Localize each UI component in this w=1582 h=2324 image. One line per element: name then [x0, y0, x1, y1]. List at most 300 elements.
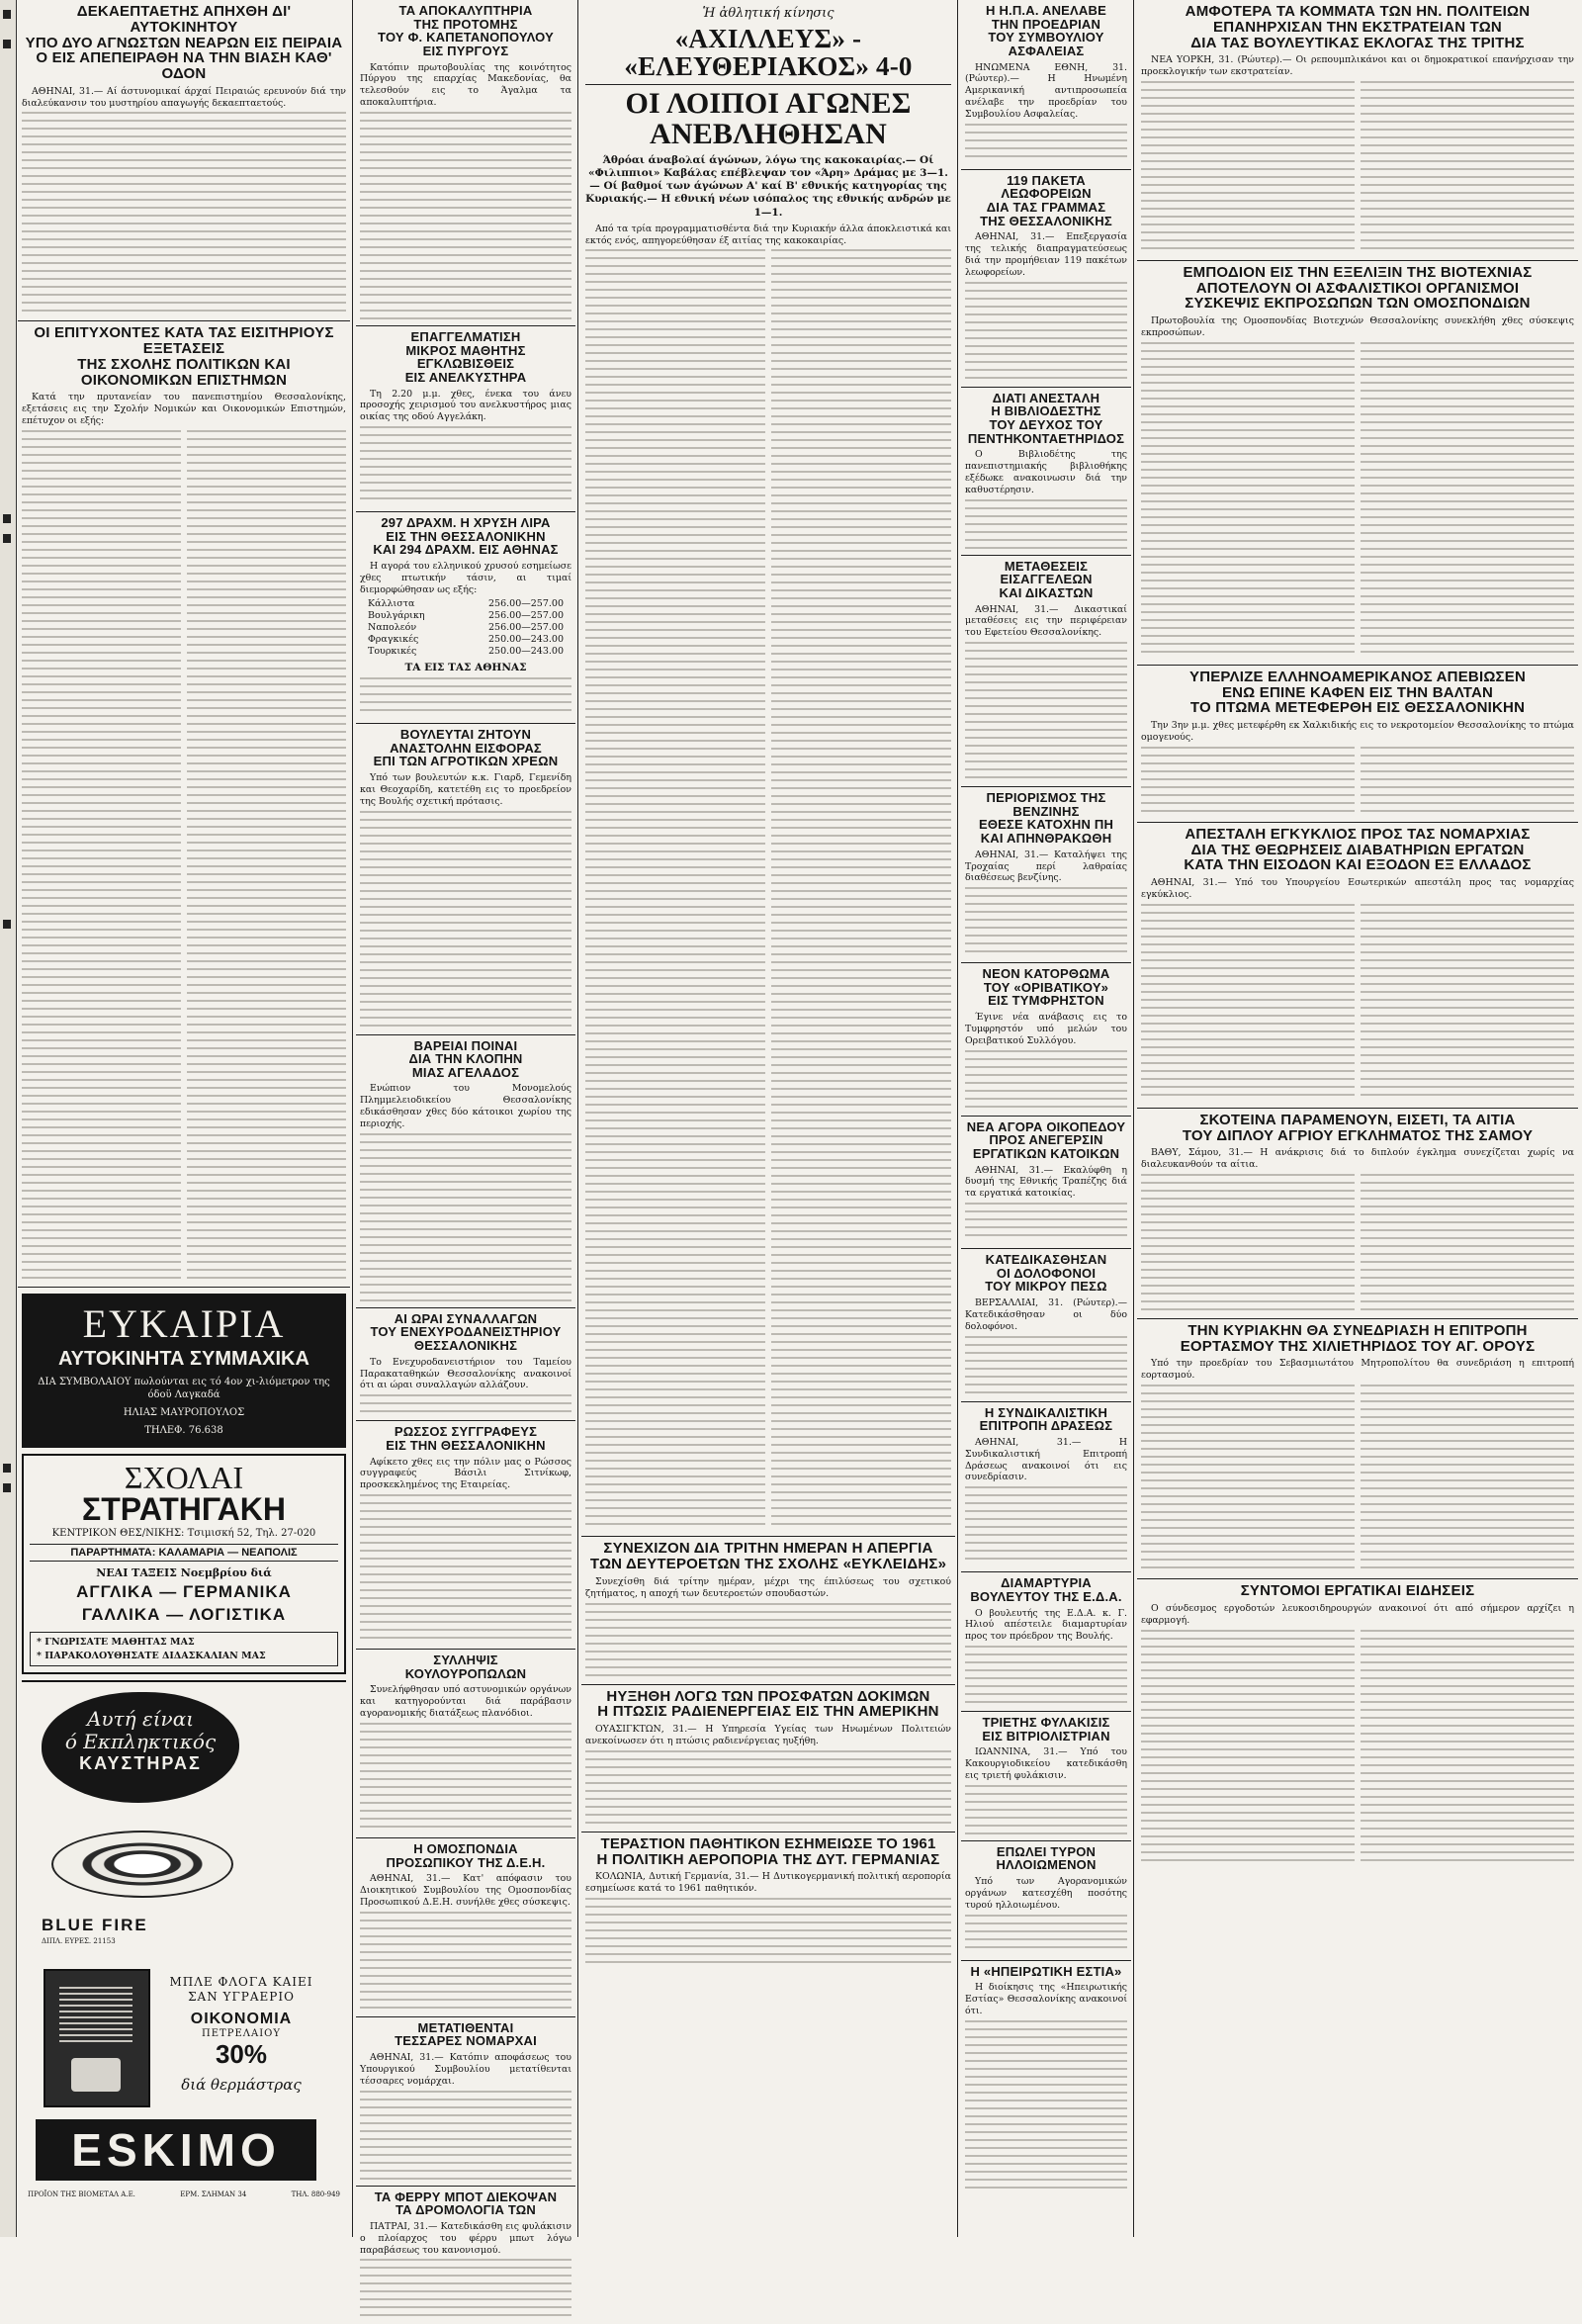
body-text-block [1361, 342, 1574, 659]
article-lead: Συνεχίσθη διά τρίτην ημέραν, μέχρι της έπιλύσεως του σχετικού ζητήματος, η αποχή των δευτεροετών σπουδαστών. [585, 1575, 951, 1599]
headline-line: 119 ΠΑΚΕΤΑ [1007, 172, 1086, 188]
headline-line: ΕΓΚΛΩΒΙΣΘΕΙΣ [416, 356, 515, 372]
headline [965, 1965, 1127, 1979]
headline-line: ΤΟΥ ΣΥΜΒΟΥΛΙΟΥ [988, 30, 1104, 45]
body-text-block [360, 1394, 571, 1414]
headline-line: ΤΟΥ ΕΝΕΧΥΡΟΔΑΝΕΙΣΤΗΡΙΟΥ [370, 1324, 562, 1340]
headline-line: ΜΙΑΣ ΑΓΕΛΑΔΟΣ [411, 1064, 520, 1080]
body-text-block [360, 112, 571, 319]
table-row [368, 598, 564, 610]
column-rule [1133, 0, 1134, 2237]
ad-copy-line: ΟΙΚΟΝΟΜΙΑ [190, 2011, 293, 2028]
ad-script-line: ό Εκπληκτικός [64, 1730, 217, 1754]
ad-subtitle: ΑΥΤΟΚΙΝΗΤΑ ΣΥΜΜΑΧΙΚΑ [58, 1347, 309, 1370]
ad-copy [166, 1975, 316, 2094]
headline-line: ΤΟ ΠΤΩΜΑ ΜΕΤΕΦΕΡΘΗ ΕΙΣ ΘΕΣΣΑΛΟΝΙΚΗΝ [1189, 699, 1526, 717]
article-lead: ΑΘΗΝΑΙ, 31.— Εκαλύφθη η δυσμή της Εθνικής Τραπέζης διά τα εργατικά κατοικίας. [965, 1164, 1127, 1200]
price-value: 250.00—243.00 [488, 645, 564, 657]
headline-line: ΔΙΑΜΑΡΤΥΡΙΑ [1001, 1575, 1092, 1591]
headline-line: ΕΠΩΛΕΙ ΤΥΡΟΝ [996, 1843, 1097, 1859]
headline-line: ΔΕΚΑΕΠΤΑΕΤΗΣ ΑΠΗΧΘΗ ΔΙ' ΑΥΤΟΚΙΝΗΤΟΥ [76, 3, 292, 36]
article-samos-crime [1137, 1109, 1578, 1319]
body-text-block [360, 811, 571, 1028]
headline-line: ΔΙΑ ΤΗΣ ΘΕΩΡΗΣΕΙΣ ΔΙΑΒΑΤΗΡΙΩΝ ΕΡΓΑΤΩΝ [1190, 841, 1525, 858]
article-elevator [356, 326, 575, 512]
article-russian-writer [356, 1421, 575, 1650]
article-labor-news [1137, 1579, 1578, 1872]
article-ferry-boats [356, 2187, 575, 2324]
article-lead: ΠΑΤΡΑΙ, 31.— Κατεδικάσθη εις φυλάκισιν ο πλοίαρχος του φέρρυ μπωτ λόγω παραβάσεως του κανονισμού. [360, 2220, 571, 2256]
ad-footer-text: ΠΡΟΪΟΝ ΤΗΣ ΒΙΟΜΕΤΑΛ Α.Ε. [28, 2190, 135, 2199]
column-4 [961, 0, 1131, 2237]
article-lead: Αφίκετο χθες εις την πόλιν μας ο Ρώσσος συγγραφεύς Βάσιλι Σιτνίκωφ, προσκεκλημένος της Εταιρείας. [360, 1456, 571, 1491]
headline-line: ΗΛΛΟΙΩΜΕΝΟΝ [996, 1857, 1097, 1873]
body-text-block [965, 2020, 1127, 2189]
table-row [368, 646, 564, 658]
burner-flame-icon [51, 1831, 233, 1898]
headline-line: ΔΙΑ ΤΑΣ ΒΟΥΛΕΥΤΙΚΑΣ ΕΚΛΟΓΑΣ ΤΗΣ ΤΡΙΤΗΣ [1190, 34, 1525, 51]
headline [22, 4, 346, 82]
headline-line: ΔΙΑΤΙ ΑΝΕΣΤΑΛΗ [992, 390, 1100, 405]
column-rule [577, 0, 578, 2237]
gold-price-table [368, 598, 564, 657]
body-text-block [360, 1494, 571, 1643]
body-text-block [965, 1785, 1127, 1834]
headline-line: ΔΙΑ ΤΗΝ ΚΛΟΠΗΝ [408, 1051, 523, 1067]
ad-footer-text: ΕΡΜ. ΣΛΗΜΑΝ 34 [180, 2190, 247, 2199]
headline-line: ΣΥΝΕΧΙΖΟΝ ΔΙΑ ΤΡΙΤΗΝ ΗΜΕΡΑΝ Η ΑΠΕΡΓΙΑ [603, 1540, 933, 1558]
column-rule [352, 0, 353, 2237]
headline-line: ΜΕΤΑΤΙΘΕΝΤΑΙ [417, 2019, 514, 2035]
article-judges-transfer [961, 556, 1131, 787]
headline-line: ΕΠΑΓΓΕΛΜΑΤΙΣΗ [410, 328, 521, 344]
headline-line: ΤΗΣ ΠΡΟΤΟΜΗΣ [413, 16, 518, 32]
headline [1141, 1323, 1574, 1355]
headline-line: ΤΟΥ «ΟΡΙΒΑΤΙΚΟΥ» [983, 979, 1109, 995]
headline-line: ΕΟΡΤΑΣΜΟΥ ΤΗΣ ΧΙΛΙΕΤΗΡΙΔΟΣ ΤΟΥ ΑΓ. ΟΡΟΥΣ [1180, 1337, 1536, 1355]
body-text-block [965, 1486, 1127, 1565]
ad-footer-text: ΤΗΛ. 880-949 [291, 2190, 340, 2199]
headline-line: Η ΒΙΒΛΙΟΔΕΣΤΗΣ [991, 403, 1101, 419]
headline-line: ΤΑ ΦΕΡΡΥ ΜΠΟΤ ΔΙΕΚΟΨΑΝ [374, 2189, 558, 2204]
body-text-block [965, 642, 1127, 780]
headline-line: ΤΗΝ ΚΥΡΙΑΚΗΝ ΘΑ ΣΥΝΕΔΡΙΑΣΗ Η ΕΠΙΤΡΟΠΗ [1187, 1321, 1528, 1339]
price-value: 250.00—243.00 [488, 634, 564, 646]
headline [965, 791, 1127, 846]
article-euclid-strike [581, 1537, 955, 1684]
headline-line: ΑΙ ΩΡΑΙ ΣΥΝΑΛΛΑΓΩΝ [394, 1310, 538, 1326]
article-mount-athos [1137, 1319, 1578, 1579]
article-lead: Υπό των Αγορανομικών οργάνων κατεσχέθη ποσότης τυρού ηλλοιωμένου. [965, 1876, 1127, 1911]
article-lead: Το Ενεχυροδανειστήριον του Ταμείου Παρακαταθηκών Θεσσαλονίκης ανακοινοί ότι αι ώραι συναλλαγών αλλάζουν. [360, 1356, 571, 1391]
headline [360, 1842, 571, 1869]
headline-line: ΣΥΝΤΟΜΟΙ ΕΡΓΑΤΙΚΑΙ ΕΙΔΗΣΕΙΣ [1240, 1582, 1475, 1600]
headline [360, 2021, 571, 2048]
ad-script-line: Αυτή είναι [86, 1707, 195, 1732]
school-languages-2: ΓΑΛΛΙΚΑ — ΛΟΓΙΣΤΙΚΑ [81, 1605, 287, 1625]
article-lead: ΝΕΑ ΥΟΡΚΗ, 31. (Ρώυτερ).— Οι ρεπουμπλικάνοι και οι δημοκρατικοί επανήρχισαν την προεκλογικήν των εκστρατείαν. [1141, 54, 1574, 78]
main-headline [585, 25, 951, 150]
headline [360, 1425, 571, 1452]
body-text-block [585, 1603, 951, 1678]
headline-line: ΤΕΡΑΣΤΙΟΝ ΠΑΘΗΤΙΚΟΝ ΕΣΗΜΕΙΩΣΕ ΤΟ 1961 [600, 1834, 936, 1852]
ad-script-line: ΚΑΥΣΤΗΡΑΣ [79, 1753, 202, 1774]
headline-line: Η Η.Π.Α. ΑΝΕΛΑΒΕ [986, 3, 1106, 18]
article-sports-lead [581, 0, 955, 1537]
headline [585, 1689, 951, 1721]
body-text-block [965, 1915, 1127, 1954]
article-petrol [961, 787, 1131, 963]
article-lead: Η διοίκησις της «Ηπειρωτικής Εστίας» Θεσσαλονίκης ανακοινοί ότι. [965, 1982, 1127, 2016]
eskimo-logo: ESKIMO [36, 2119, 316, 2181]
headline [585, 1836, 951, 1868]
article-lead: ΑΘΗΝΑΙ, 31.— Αί άστυνομικαί άρχαί Πειραιώς ερευνούν διά την διαλεύκανσιν του μυστηρίου απαγωγής δεκαεπταετούς. [22, 85, 346, 109]
body-text-block [360, 2259, 571, 2318]
patent-number: ΔΙΠΛ. ΕΥΡΕΣ. 21153 [42, 1937, 116, 1946]
body-text-block [965, 1203, 1127, 1242]
article-eda-protest [961, 1572, 1131, 1712]
article-prefects-transfer [356, 2017, 575, 2187]
body-text-block [187, 430, 346, 1281]
headline-line: ΕΙΣ ΤΥΜΦΡΗΣΤΟΝ [988, 993, 1104, 1009]
headline [585, 1541, 951, 1572]
body-text-block [1361, 904, 1574, 1102]
article-us-parties [1137, 0, 1578, 261]
article-gold-price [356, 512, 575, 724]
article-german-aviation [581, 1832, 955, 1973]
article-dei-federation [356, 1838, 575, 2017]
headline-line: ΠΡΟΣΩΠΙΚΟΥ ΤΗΣ Δ.Ε.Η. [386, 1854, 546, 1870]
headline [965, 560, 1127, 600]
headline [965, 1845, 1127, 1872]
headline-line: ΠΕΝΤΗΚΟΝΤΑΕΤΗΡΙΔΟΣ [967, 430, 1125, 446]
headline-line: ΣΥΛΛΗΨΙΣ [433, 1653, 498, 1668]
headline-line: ΒΟΥΛΕΥΤΑΙ ΖΗΤΟΥΝ [399, 727, 532, 743]
headline-line: ΝΕΟΝ ΚΑΤΟΡΘΩΜΑ [982, 966, 1110, 982]
article-union-committee [961, 1402, 1131, 1573]
headline [360, 516, 571, 557]
headline [360, 330, 571, 385]
price-item: Ναπολεόν [368, 622, 417, 634]
headline [965, 4, 1127, 58]
article-lead: Έγινε νέα ανάβασις εις το Τυμφρηστόν υπό μελών του Ορειβατικού Συλλόγου. [965, 1012, 1127, 1046]
headline-line: ΚΑΙ ΑΠΗΝΘΡΑΚΩΘΗ [980, 831, 1112, 847]
headline-line: ΕΙΣ ΤΗΝ ΘΕΣΣΑΛΟΝΙΚΗΝ [386, 1437, 546, 1453]
headline-line: ΟΙ ΕΠΙΤΥΧΟΝΤΕΣ ΚΑΤΑ ΤΑΣ ΕΙΣΙΤΗΡΙΟΥΣ ΕΞΕΤΑΣΕΙΣ [34, 324, 334, 358]
ad-school [22, 1454, 346, 1674]
body-text-block [360, 1912, 571, 2011]
price-value: 256.00—257.00 [488, 622, 564, 634]
headline [965, 174, 1127, 228]
ad-footer [28, 2190, 340, 2198]
headline-line: ΕΙΣ ΑΝΕΛΚΥΣΤΗΡΑ [404, 369, 527, 385]
article-craft-industry [1137, 261, 1578, 666]
article-entrance-exams [18, 321, 350, 1288]
school-languages-1: ΑΓΓΛΙΚΑ — ΓΕΡΜΑΝΙΚΑ [76, 1581, 292, 1601]
article-hikers [961, 963, 1131, 1116]
article-lead: Ενώπιον του Μονομελούς Πλημμελειοδικείου Θεσσαλονίκης εδικάσθησαν χθες δύο κάτοικοι χωρίου της περιοχής. [360, 1083, 571, 1129]
article-radioactivity [581, 1685, 955, 1832]
article-lead: Πρωτοβουλία της Ομοσπονδίας Βιοτεχνών Θεσσαλονίκης συνεκλήθη χθες σύσκεψις εκπροσώπων. [1141, 315, 1574, 339]
ad-copy-line: ΠΕΤΡΕΛΑΙΟΥ [202, 2028, 281, 2040]
headline-line: ΕΙΣ ΠΥΡΓΟΥΣ [422, 43, 509, 58]
headline-line: ΡΩΣΣΟΣ ΣΥΓΓΡΑΦΕΥΣ [394, 1424, 538, 1440]
headline-line: ΒΟΥΛΕΥΤΟΥ ΤΗΣ Ε.Δ.Α. [970, 1588, 1122, 1604]
article-lead: ΑΘΗΝΑΙ, 31.— Δικαστικαί μεταθέσεις εις την περιφέρειαν του Εφετείου Θεσσαλονίκης. [965, 603, 1127, 639]
headline-line: ΤΑ ΔΡΟΜΟΛΟΓΙΑ ΤΩΝ [396, 2202, 536, 2218]
body-text-block [360, 677, 571, 717]
headline-line: ΚΑΤΑ ΤΗΝ ΕΙΣΟΔΟΝ ΚΑΙ ΕΞΟΔΟΝ ΕΞ ΕΛΛΑΔΟΣ [1184, 856, 1532, 874]
headline-line: ΟΙ ΛΟΙΠΟΙ ΑΓΩΝΕΣ ΑΝΕΒΛΗΘΗΣΑΝ [625, 86, 912, 151]
article-epirus-hearth [961, 1961, 1131, 2194]
body-text-block [360, 1723, 571, 1832]
headline-line: Η ΠΤΩΣΙΣ ΡΑΔΙΕΝΕΡΓΕΙΑΣ ΕΙΣ ΤΗΝ ΑΜΕΡΙΚΗΝ [597, 1703, 939, 1721]
price-item: Φραγκικές [368, 634, 419, 646]
ad-text: ΔΙΑ ΣΥΜΒΟΛΑΙΟΥ πωλούνται εις τό 4ον χι-λιόμετρον της όδοϋ Λαγκαδά [38, 1376, 330, 1400]
headline [1141, 4, 1574, 50]
body-text-block [965, 1646, 1127, 1705]
headline-line: «ΑΧΙΛΛΕΥΣ» - «ΕΛΕΥΘΕΡΙΑΚΟΣ» 4-0 [585, 25, 951, 85]
article-bookbinder [961, 388, 1131, 556]
school-name [30, 1459, 338, 1527]
headline-line: Η «ΗΠΕΙΡΩΤΙΚΗ ΕΣΤΙΑ» [970, 1963, 1122, 1979]
headline-line: ΕΙΣ ΒΙΤΡΙΟΛΙΣΤΡΙΑΝ [982, 1728, 1110, 1743]
headline [965, 967, 1127, 1008]
headline [360, 728, 571, 768]
body-text-block [1141, 81, 1355, 254]
article-agrarian-debts [356, 724, 575, 1034]
body-text-block [1141, 747, 1355, 816]
headline-line: Η ΠΟΛΙΤΙΚΗ ΑΕΡΟΠΟΡΙΑ ΤΗΣ ΔΥΤ. ΓΕΡΜΑΝΙΑΣ [596, 1850, 940, 1868]
headline [965, 1576, 1127, 1603]
table-row [368, 634, 564, 646]
column-1 [18, 0, 350, 2237]
body-text-block [965, 282, 1127, 381]
article-lead: Ο βουλευτής της Ε.Δ.Α. κ. Γ. Ηλιού απέστειλε διαμαρτυρίαν προς τον πρόεδρον της Βουλής. [965, 1607, 1127, 1643]
column-2 [356, 0, 575, 2256]
headline-line: ΕΠΑΝΗΡΧΙΣΑΝ ΤΗΝ ΕΚΣΤΡΑΤΕΙΑΝ ΤΩΝ [1213, 18, 1502, 36]
ad-title: ΕΥΚΑΙΡΙΑ [82, 1300, 286, 1346]
article-lead: ΒΕΡΣΑΛΛΙΑΙ, 31. (Ρώυτερ).— Κατεδικάσθησαν οι δύο δολοφόνοι. [965, 1297, 1127, 1332]
headline [360, 4, 571, 58]
headline [1141, 1113, 1574, 1144]
school-note: * ΠΑΡΑΚΟΛΟΥΘΗΣΑΤΕ ΔΙΔΑΣΚΑΛΙΑΝ ΜΑΣ [37, 1650, 266, 1661]
article-lead: Συνελήφθησαν υπό αστυνομικών οργάνων και κατηγορούνται διά παράβασιν αγορανομικής διατάξεως πλανόδιοι. [360, 1684, 571, 1720]
article-lead: ΙΩΑΝΝΙΝΑ, 31.— Υπό του Κακουργιοδικείου κατεδικάσθη εις τριετή φυλάκισιν. [965, 1746, 1127, 1781]
body-text-block [585, 1898, 951, 1967]
headline [1141, 827, 1574, 873]
price-item: Κάλλιστα [368, 598, 415, 610]
headline [360, 1312, 571, 1353]
body-text-block [1141, 1385, 1355, 1572]
headline [1141, 1583, 1574, 1599]
article-cheese [961, 1841, 1131, 1961]
article-lead: ΑΘΗΝΑΙ, 31.— Η Συνδικαλιστική Επιτροπή Δράσεως ανακοινοί ότι εις συνεδρίασιν. [965, 1436, 1127, 1483]
body-text-block [22, 430, 181, 1281]
ad-copy-line: διά θερμάστρας [181, 2076, 302, 2095]
headline-line: ΜΕΤΑΘΕΣΕΙΣ [1004, 558, 1089, 574]
headline-line: ΟΙ ΔΟΛΟΦΟΝΟΙ [996, 1265, 1097, 1281]
article-lead: ΚΟΛΩΝΙΑ, Δυτική Γερμανία, 31.— Η Δυτικογερμανική πολιτική αεροπορία εσημείωσε κατά το 1961 παθητικόν. [585, 1871, 951, 1895]
article-lead: Την 3ην μ.μ. χθες μετεφέρθη εκ Χαλκιδικής εις το νεκροτομείον Θεσσαλονίκης το πτώμα ομογενούς. [1141, 720, 1574, 743]
headline-line: ΕΘΕΣΕ ΚΑΤΟΧΗΝ ΠΗ [978, 817, 1114, 833]
column-3 [581, 0, 955, 2237]
headline-line: 297 ΔΡΑΧΜ. Η ΧΡΥΣΗ ΛΙΡΑ [381, 515, 551, 531]
body-text-block [22, 112, 346, 314]
headline-line: ΚΑΙ 294 ΔΡΑΧΜ. ΕΙΣ ΑΘΗΝΑΣ [373, 542, 559, 558]
article-pawnshop-hours [356, 1308, 575, 1421]
headline-line: ΕΙΣ ΤΗΝ ΘΕΣΣΑΛΟΝΙΚΗΝ [386, 528, 546, 544]
headline-line: ΠΡΟΣ ΑΝΕΓΕΡΣΙΝ [989, 1132, 1103, 1148]
headline-line: ΕΜΠΟΔΙΟΝ ΕΙΣ ΤΗΝ ΕΞΕΛΙΞΙΝ ΤΗΣ ΒΙΟΤΕΧΝΙΑΣ [1183, 263, 1533, 281]
section-kicker: Ἡ ἀθλητική κίνησις [702, 6, 835, 21]
article-bust-unveiling [356, 0, 575, 326]
body-text-block [1141, 904, 1355, 1102]
school-notes [30, 1632, 338, 1667]
body-text-block [1141, 1630, 1355, 1867]
headline-line: ΠΕΡΙΟΡΙΣΜΟΣ ΤΗΣ ΒΕΝΖΙΝΗΣ [986, 790, 1106, 819]
article-vendors-arrest [356, 1650, 575, 1838]
headline-line: ΚΟΥΛΟΥΡΟΠΩΛΩΝ [404, 1665, 527, 1681]
column-rule [957, 0, 958, 2237]
headline-line: ΘΕΣΣΑΛΟΝΙΚΗΣ [413, 1338, 518, 1354]
headline-line: ΤΟΥ ΜΙΚΡΟΥ ΠΕΣΩ [985, 1279, 1107, 1295]
headline-line: ΤΟΥ ΔΕΥΧΟΣ ΤΟΥ [989, 417, 1103, 432]
article-car-abduction [18, 0, 350, 321]
headline [965, 1120, 1127, 1161]
headline-line: ΑΠΕΣΤΑΛΗ ΕΓΚΥΚΛΙΟΣ ΠΡΟΣ ΤΑΣ ΝΟΜΑΡΧΙΑΣ [1185, 825, 1531, 843]
article-lead: Ο σύνδεσμος εργοδοτών λευκοσιδηρουργών ανακοινοί ότι από σήμερον αρχίζει η εφαρμογή. [1141, 1602, 1574, 1626]
headline-line: ΤΗΝ ΠΡΟΕΔΡΙΑΝ [991, 16, 1101, 32]
body-text-block [965, 499, 1127, 549]
price-value: 256.00—257.00 [488, 598, 564, 610]
article-plot-purchase [961, 1117, 1131, 1249]
article-lead: Τη 2.20 μ.μ. χθες, ένεκα του άνευ προσοχής χειρισμού του ανελκυστήρος μιας οικίας της οδού Αγγελάκη. [360, 388, 571, 423]
headline-line: ΔΙΑ ΤΑΣ ΓΡΑΜΜΑΣ [986, 200, 1106, 216]
headline-line: ΤΗΣ ΣΧΟΛΗΣ ΠΟΛΙΤΙΚΩΝ ΚΑΙ ΟΙΚΟΝΟΜΙΚΩΝ ΕΠΙΣΤΗΜΩΝ [77, 355, 291, 389]
article-lead: Ο Βιβλιοδέτης της πανεπιστημιακής βιβλιοθήκης εξέδωκε ανακοινωσιν διά την καθυστέρησιν. [965, 449, 1127, 495]
article-lead: Κατά την πρυτανείαν του πανεπιστημίου Θεσσαλονίκης, εξετάσεις εις την Σχολήν Νομικών και Οικονομικών Επιστημών, επέτυχον οι εξής: [22, 392, 346, 427]
headline-line: ΥΠΕΡΛΙΖΕ ΕΛΛΗΝΟΑΜΕΡΙΚΑΝΟΣ ΑΠΕΒΙΩΣΕΝ [1188, 668, 1526, 685]
body-text-block [1141, 342, 1355, 659]
article-lead: Κατόπιν πρωτοβουλίας της κοινότητος Πύργου της επαρχίας Μακεδονίας, θα τελεσθούν εις το Άγαλμα τα αποκαλυπτήρια. [360, 61, 571, 109]
price-caption: ΤΑ ΕΙΣ ΤΑΣ ΑΘΗΝΑΣ [404, 661, 527, 673]
ad-copy-line: ΜΠΛΕ ΦΛΟΓΑ ΚΑΙΕΙ ΣΑΝ ΥΓΡΑΕΡΙΟ [169, 1975, 313, 2005]
headline-line: ΣΚΟΤΕΙΝΑ ΠΑΡΑΜΕΝΟΥΝ, ΕΙΣΕΤΙ, ΤΑ ΑΙΤΙΑ [1199, 1111, 1516, 1128]
headline [965, 392, 1127, 446]
body-text-block [360, 1133, 571, 1301]
ad-advertiser: ΗΛΙΑΣ ΜΑΥΡΟΠΟΥΛΟΣ [123, 1406, 245, 1418]
headline-line: ΜΙΚΡΟΣ ΜΑΘΗΤΗΣ [405, 342, 526, 358]
price-item: Βουλγάρικη [368, 610, 425, 622]
headline-line: ΕΙΣΑΓΓΕΛΕΩΝ [1000, 572, 1093, 587]
article-security-council [961, 0, 1131, 170]
article-buses [961, 170, 1131, 388]
headline [22, 325, 346, 388]
body-text-block [1361, 747, 1574, 816]
headline-line: ΤΗΣ ΘΕΣΣΑΛΟΝΙΚΗΣ [980, 213, 1112, 228]
body-text-block [965, 124, 1127, 163]
product-name: BLUE FIRE [42, 1916, 148, 1935]
left-margin-strip [0, 0, 17, 2237]
body-text-block [965, 887, 1127, 956]
headline-line: ΚΑΙ ΔΙΚΑΣΤΩΝ [999, 584, 1094, 600]
headline-line: ΕΡΓΑΤΙΚΩΝ ΚΑΤΟΙΚΩΝ [972, 1145, 1120, 1161]
headline [360, 1654, 571, 1680]
article-deck: Άθρόαι άναβολαί άγώνων, λόγω της κακοκαιρίας.— Οί «Φιλιππιοι» Καβάλας επέβλεψαν τον «Άρη» Δράμας με 3—1.— Οί βαθμοί των άγώνων Α' καί Β' εθνικής κατηγορίας της Κυριακής.— Η εθνική νέων ισόπαλος της εθνικής ανδρών με 1—1. [585, 153, 951, 219]
article-greek-american [1137, 666, 1578, 823]
headline-line: Η ΟΜΟΣΠΟΝΔΙΑ [413, 1840, 518, 1856]
headline-line: ΑΝΑΣΤΟΛΗΝ ΕΙΣΦΟΡΑΣ [390, 740, 542, 756]
article-vitriol [961, 1712, 1131, 1841]
headline-line: ΤΕΣΣΑΡΕΣ ΝΟΜΑΡΧΑΙ [395, 2033, 537, 2049]
school-note: * ΓΝΩΡΙΣΑΤΕ ΜΑΘΗΤΑΣ ΜΑΣ [37, 1636, 195, 1648]
body-text-block [1361, 1630, 1574, 1867]
price-item: Τουρκικές [368, 645, 417, 657]
headline-line: ΑΠΟΤΕΛΟΥΝ ΟΙ ΑΣΦΑΛΙΣΤΙΚΟΙ ΟΡΓΑΝΙΣΜΟΙ [1195, 279, 1520, 297]
article-lead: ΑΘΗΝΑΙ, 31.— Υπό του Υπουργείου Εσωτερικών απεστάλη προς τας νομαρχίας εγκύκλιος. [1141, 877, 1574, 900]
ad-script-badge [42, 1692, 239, 1803]
body-text-block [1361, 1174, 1574, 1312]
article-lead: Από τα τρία προγραμματισθέντα διά την Κυριακήν άλλα άποκλειστικά και εκτός ενός, απηγορεύθησαν έξ αιτίας της κακοκαιρίας. [585, 223, 951, 246]
headline [360, 1039, 571, 1080]
column-5 [1137, 0, 1578, 2237]
body-text-block [965, 1050, 1127, 1110]
school-new-classes: ΝΕΑΙ ΤΑΞΕΙΣ Νοεμβρίου διά [96, 1565, 272, 1579]
ad-phone: ΤΗΛΕΦ. 76.638 [144, 1424, 223, 1436]
body-text-block [1361, 1385, 1574, 1572]
article-lead: ΗΝΩΜΕΝΑ ΕΘΝΗ, 31. (Ρώυτερ).— Η Ηνωμένη Αμερικανική αντιπροσωπεία ανέλαβε την προεδρίαν του Συμβουλίου Ασφαλείας. [965, 61, 1127, 120]
body-text-block [360, 2091, 571, 2180]
article-lead: ΑΘΗΝΑΙ, 31.— Καταλήψει της Τροχαίας περί λαθραίας διαθέσεως βενζίνης. [965, 849, 1127, 884]
body-text-block [585, 1750, 951, 1826]
headline-line: ΤΡΙΕΤΗΣ ΦΥΛΑΚΙΣΙΣ [982, 1715, 1110, 1731]
table-row [368, 622, 564, 634]
body-text-block [965, 1336, 1127, 1395]
headline [965, 1406, 1127, 1433]
headline [1141, 670, 1574, 716]
body-text-block [585, 249, 765, 1530]
headline-line: ΝΕΑ ΑΓΟΡΑ ΟΙΚΟΠΕΔΟΥ [966, 1118, 1126, 1134]
body-text-block [1141, 1174, 1355, 1312]
body-text-block [771, 249, 951, 1530]
table-row [368, 610, 564, 622]
headline-line: Ο ΕΙΣ ΑΠΕΠΕΙΡΑΘΗ ΝΑ ΤΗΝ ΒΙΑΣΗ ΚΑΘ' ΟΔΟΝ [36, 49, 332, 82]
article-lead: ΑΘΗΝΑΙ, 31.— Κατ' απόφασιν του Διοικητικού Συμβουλίου της Ομοσπονδίας Προσωπικού Δ.Ε.Η. συνήλθε χθες σύσκεψις. [360, 1873, 571, 1908]
headline-line: ΤΩΝ ΔΕΥΤΕΡΟΕΤΩΝ ΤΗΣ ΣΧΟΛΗΣ «ΕΥΚΛΕΙΔΗΣ» [589, 1556, 947, 1573]
article-lead: Υπό των βουλευτών κ.κ. Γιαρδ, Γεμενίδη και Θεοχαρίδη, κατετέθη εις το προεδρείον της Βουλής σχετική πρότασις. [360, 772, 571, 807]
ad-copy-line: 30% [215, 2039, 268, 2070]
headline-line: ΤΑ ΑΠΟΚΑΛΥΠΤΗΡΙΑ [398, 3, 533, 18]
headline [360, 2190, 571, 2217]
headline-line: ΒΑΡΕΙΑΙ ΠΟΙΝΑΙ [413, 1037, 518, 1053]
article-murderers [961, 1249, 1131, 1401]
headline [965, 1253, 1127, 1294]
school-name-b: ΣΤΡΑΤΗΓΑΚΗ [82, 1490, 286, 1527]
article-passports [1137, 823, 1578, 1109]
headline-line: ΤΟΥ Φ. ΚΑΠΕΤΑΝΟΠΟΥΛΟΥ [378, 30, 554, 45]
school-address: ΚΕΝΤΡΙΚΟΝ ΘΕΣ/ΝΙΚΗΣ: Τσιμισκή 52, Τηλ. 27-020 [51, 1527, 316, 1539]
headline-line: ΗΥΞΗΘΗ ΛΟΓΩ ΤΩΝ ΠΡΟΣΦΑΤΩΝ ΔΟΚΙΜΩΝ [606, 1687, 930, 1705]
headline [1141, 265, 1574, 312]
article-lead: Η αγορά του ελληνικού χρυσού εσημείωσε χθες πτωτικήν τάσιν, αι τιμαί διεμορφώθησαν ως εξής: [360, 560, 571, 595]
headline-line: ΕΠΙ ΤΩΝ ΑΓΡΟΤΙΚΩΝ ΧΡΕΩΝ [373, 754, 559, 769]
headline-line: ΤΟΥ ΔΙΠΛΟΥ ΑΓΡΙΟΥ ΕΓΚΛΗΜΑΤΟΣ ΤΗΣ ΣΑΜΟΥ [1182, 1126, 1534, 1144]
article-lead: Υπό την προεδρίαν του Σεβασμιωτάτου Μητροπολίτου θα συνεδριάση η επιτροπή εορτασμού. [1141, 1358, 1574, 1382]
headline-line: ΥΠΟ ΔΥΟ ΑΓΝΩΣΤΩΝ ΝΕΑΡΩΝ ΕΙΣ ΠΕΙΡΑΙΑ [25, 34, 343, 51]
headline [965, 1716, 1127, 1743]
school-branches: ΠΑΡΑΡΤΗΜΑΤΑ: ΚΑΛΑΜΑΡΙΑ — ΝΕΑΠΟΛΙΣ [30, 1544, 338, 1562]
